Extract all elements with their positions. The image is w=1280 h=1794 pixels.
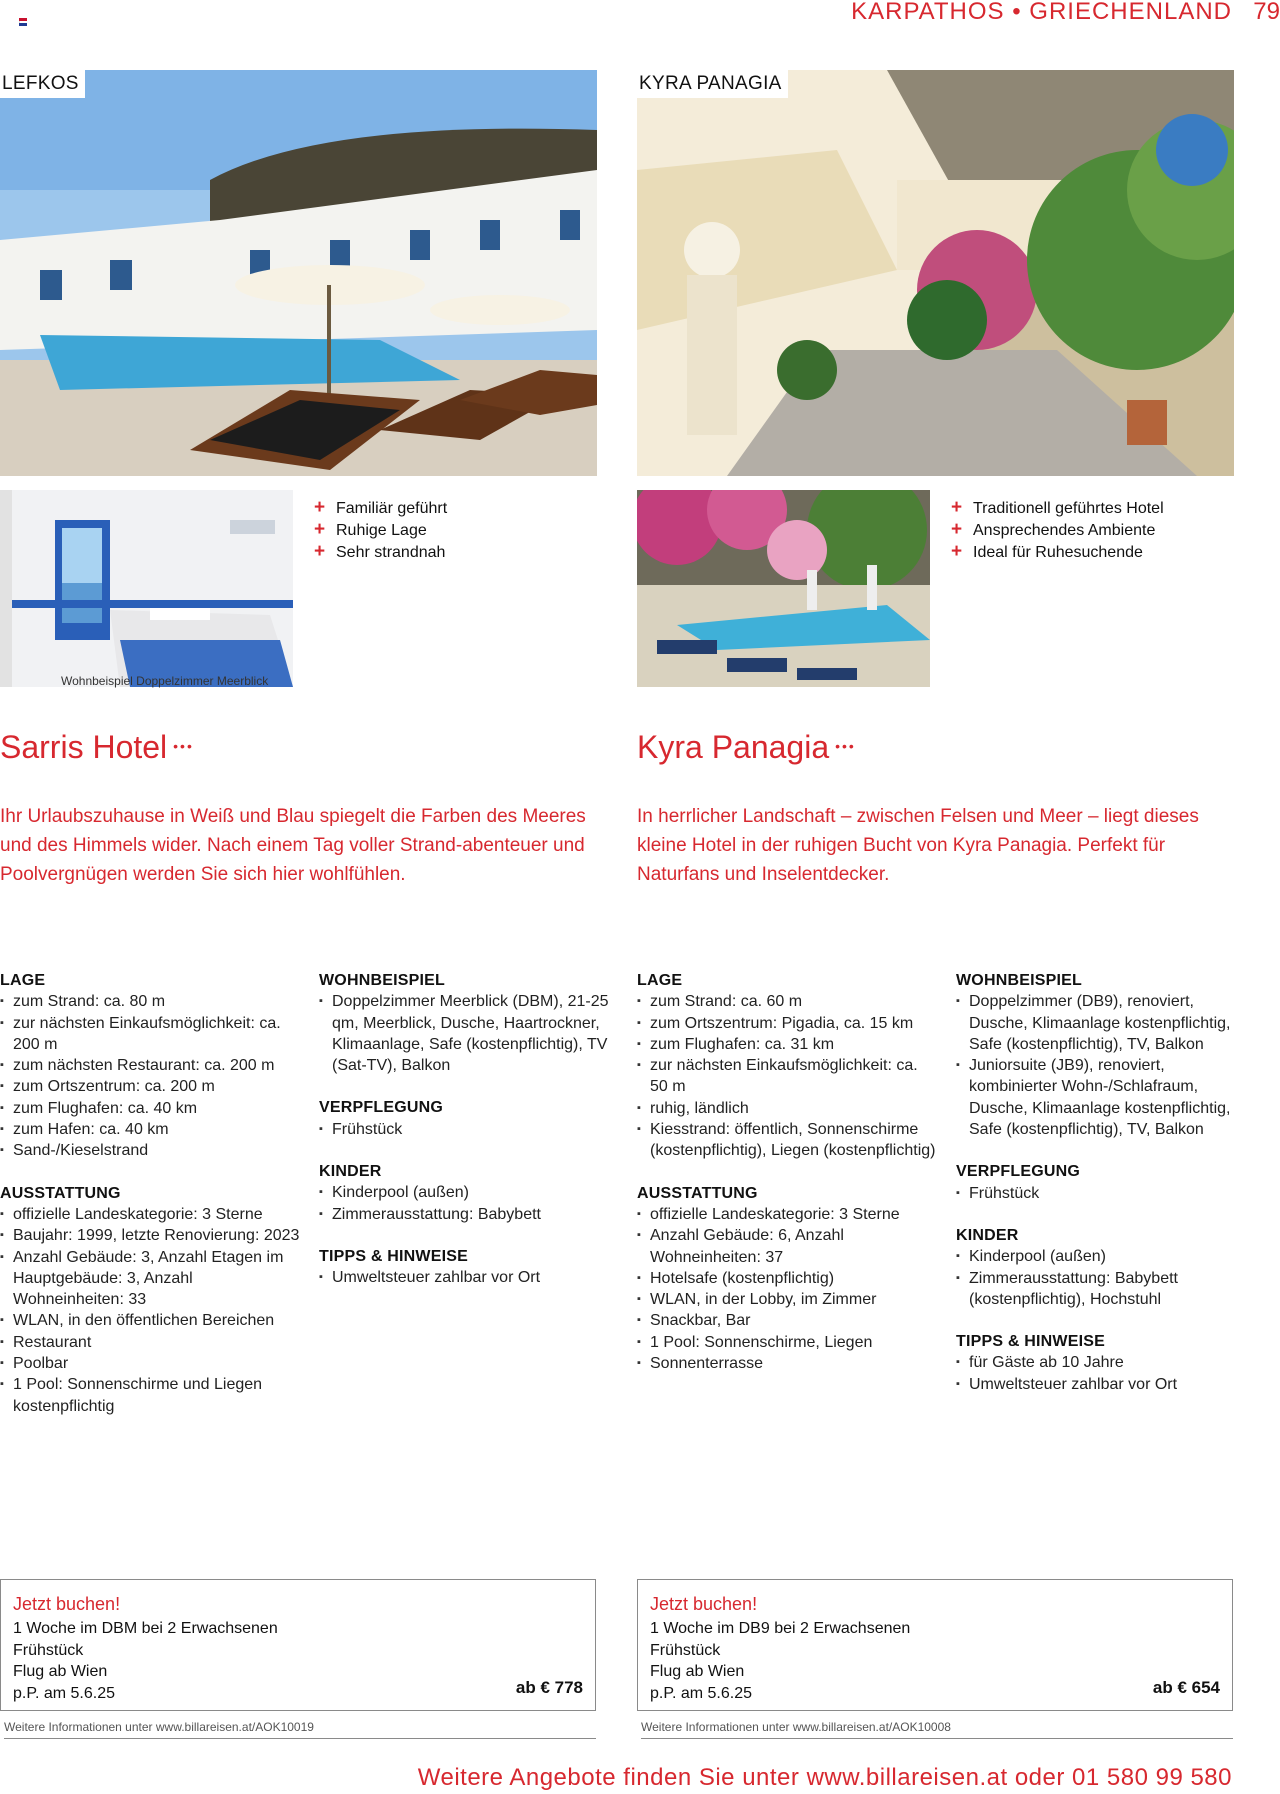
- list-item: ▪ ruhig, ländlich: [637, 1098, 937, 1119]
- list-item: ▪ Sand-/Kieselstrand: [0, 1140, 300, 1161]
- section-heading: WOHNBEISPIEL: [956, 972, 1082, 989]
- list-item: ▪ Anzahl Gebäude: 6, Anzahl Wohneinheiten: 37: [637, 1225, 937, 1268]
- booking-title: Jetzt buchen!: [13, 1594, 121, 1614]
- highlights-sarris: [314, 497, 447, 563]
- photo-label: LEFKOS: [0, 70, 85, 98]
- more-info-text: Weitere Informationen unter www.billareisen.at/: [4, 1720, 256, 1734]
- list-item: ▪ WLAN, in der Lobby, im Zimmer: [637, 1289, 937, 1310]
- plus-icon: +: [951, 497, 963, 518]
- list-item: ▪ zum Strand: ca. 80 m: [0, 991, 300, 1012]
- booking-box-sarris[interactable]: [0, 1579, 596, 1711]
- list-item: ▪ 1 Pool: Sonnenschirme und Liegen kostenpflichtig: [0, 1374, 300, 1417]
- details-col-sarris-1: [0, 970, 300, 1438]
- highlight-item: + Ansprechendes Ambiente: [951, 519, 1156, 540]
- highlight-item: + Familiär geführt: [314, 497, 448, 518]
- list-item: ▪ WLAN, in den öffentlichen Bereichen: [0, 1310, 300, 1331]
- section-heading: VERPFLEGUNG: [319, 1099, 443, 1117]
- hotel-photo-kyra-panagia: [637, 70, 1234, 476]
- section-heading: LAGE: [637, 972, 683, 989]
- list-item: ▪ Kinderpool (außen): [319, 1182, 619, 1203]
- list-item: ▪ Poolbar: [0, 1353, 300, 1374]
- list-item: ▪ Umweltsteuer zahlbar vor Ort: [319, 1267, 619, 1288]
- section-heading: KINDER: [319, 1163, 382, 1181]
- section-list: [319, 1119, 619, 1140]
- section-heading: AUSSTATTUNG: [637, 1184, 758, 1202]
- plus-icon: +: [951, 519, 963, 540]
- list-item: ▪ zum Hafen: ca. 40 km: [0, 1119, 300, 1140]
- list-item: ▪ Kiesstrand: öffentlich, Sonnenschirme (kostenpflichtig), Liegen (kostenpflichtig): [637, 1119, 937, 1162]
- room-photo-sarris: [0, 490, 293, 687]
- hotel-name-sarris: Sarris Hotel •••: [0, 729, 194, 765]
- section-list: [0, 991, 300, 1161]
- list-item: ▪ Kinderpool (außen): [956, 1246, 1256, 1267]
- list-item: ▪ zum Flughafen: ca. 31 km: [637, 1034, 937, 1055]
- page-number: 79: [1253, 0, 1280, 25]
- list-item: ▪ zur nächsten Einkaufsmöglichkeit: ca. 50 m: [637, 1055, 937, 1098]
- list-item: ▪ 1 Pool: Sonnenschirme, Liegen: [637, 1332, 937, 1353]
- section-list: [956, 1246, 1256, 1310]
- hotel-photo-lefkos: [0, 70, 597, 476]
- booking-line: p.P. am 5.6.25: [13, 1684, 115, 1702]
- list-item: ▪ offizielle Landeskategorie: 3 Sterne: [0, 1204, 300, 1225]
- highlights-kyra-panagia: [951, 497, 1164, 563]
- section-list: [637, 1204, 937, 1374]
- list-item: ▪ Hotelsafe (kostenpflichtig): [637, 1268, 937, 1289]
- list-item: ▪ Sonnenterrasse: [637, 1353, 937, 1374]
- plus-icon: +: [314, 497, 326, 518]
- room-photo-caption: Wohnbeispiel Doppelzimmer Meerblick: [61, 674, 269, 688]
- section-list: [956, 991, 1256, 1140]
- pool-photo-kyra-panagia: [637, 490, 930, 687]
- booking-line: Frühstück: [650, 1641, 721, 1659]
- booking-line: p.P. am 5.6.25: [650, 1684, 752, 1702]
- hotel-name-kyra-panagia: Kyra Panagia •••: [637, 729, 856, 765]
- list-item: ▪ Zimmerausstattung: Babybett (kostenpflichtig), Hochstuhl: [956, 1268, 1256, 1311]
- rating-dots: •••: [173, 737, 194, 754]
- list-item: ▪ offizielle Landeskategorie: 3 Sterne: [637, 1204, 937, 1225]
- highlight-item: + Traditionell geführtes Hotel: [951, 497, 1164, 518]
- section-heading: AUSSTATTUNG: [0, 1184, 121, 1202]
- list-item: ▪ Doppelzimmer (DB9), renoviert, Dusche, Klimaanlage kostenpflichtig, Safe (kostenpflichtig), TV, Balkon: [956, 991, 1256, 1055]
- list-item: ▪ für Gäste ab 10 Jahre: [956, 1352, 1256, 1373]
- section-heading: KINDER: [956, 1226, 1019, 1244]
- details-col-sarris-2: [319, 970, 619, 1310]
- booking-line: 1 Woche im DB9 bei 2 Erwachsenen: [650, 1620, 911, 1637]
- offer-code-link[interactable]: AOK10019: [255, 1720, 314, 1734]
- booking-price: ab € 778: [515, 1678, 583, 1697]
- list-item: ▪ zur nächsten Einkaufsmöglichkeit: ca. 200 m: [0, 1013, 300, 1056]
- plus-icon: +: [951, 541, 963, 562]
- plus-icon: +: [314, 541, 326, 562]
- hotel-intro-sarris: Ihr Urlaubszuhause in Weiß und Blau spiegelt die Farben des Meeres und des Himmels wider. Nach einem Tag voller Strand-abenteuer und Poolvergnügen werden Sie sich hier wohlfühlen.: [0, 806, 586, 885]
- list-item: ▪ Frühstück: [319, 1119, 619, 1140]
- list-item: ▪ Snackbar, Bar: [637, 1310, 937, 1331]
- list-item: ▪ Anzahl Gebäude: 3, Anzahl Etagen im Hauptgebäude: 3, Anzahl Wohneinheiten: 33: [0, 1247, 300, 1311]
- offer-code-link[interactable]: AOK10008: [892, 1720, 951, 1734]
- section-heading: TIPPS & HINWEISE: [319, 1247, 468, 1265]
- booking-line: Flug ab Wien: [650, 1663, 745, 1680]
- list-item: ▪ Zimmerausstattung: Babybett: [319, 1204, 619, 1225]
- list-item: ▪ zum Ortszentrum: ca. 200 m: [0, 1076, 300, 1097]
- more-info-sarris: [4, 1720, 596, 1739]
- booking-line: Frühstück: [13, 1641, 84, 1659]
- highlight-item: + Ruhige Lage: [314, 519, 427, 540]
- section-list: [0, 1204, 300, 1417]
- section-heading: LAGE: [0, 972, 46, 989]
- section-list: [319, 1267, 619, 1288]
- section-list: [956, 1352, 1256, 1395]
- list-item: ▪ Umweltsteuer zahlbar vor Ort: [956, 1374, 1256, 1395]
- footer-promo[interactable]: Weitere Angebote finden Sie unter www.billareisen.at oder 01 580 99 580: [417, 1764, 1232, 1791]
- details-col-kyra-2: [956, 970, 1256, 1416]
- section-heading: TIPPS & HINWEISE: [956, 1333, 1105, 1351]
- hotel-intro-kyra-panagia: In herrlicher Landschaft – zwischen Felsen und Meer – liegt dieses kleine Hotel in der ruhigen Bucht von Kyra Panagia. Perfekt für Naturfans und Inselentdecker.: [637, 806, 1199, 885]
- section-list: [637, 991, 937, 1161]
- list-item: ▪ zum Strand: ca. 60 m: [637, 991, 937, 1012]
- rating-dots: •••: [835, 737, 856, 754]
- details-col-kyra-1: [637, 970, 937, 1395]
- more-info-text: Weitere Informationen unter www.billareisen.at/: [641, 1720, 893, 1734]
- list-item: ▪ Frühstück: [956, 1183, 1256, 1204]
- highlight-item: + Ideal für Ruhesuchende: [951, 541, 1143, 562]
- section-list: [319, 1182, 619, 1225]
- list-item: ▪ Doppelzimmer Meerblick (DBM), 21-25 qm, Meerblick, Dusche, Haartrockner, Klimaanlage, Safe (kostenpflichtig), TV (Sat-TV), Balkon: [319, 991, 619, 1076]
- section-list: [956, 1183, 1256, 1204]
- section-heading: WOHNBEISPIEL: [319, 972, 445, 989]
- section-list: [319, 991, 619, 1076]
- list-item: ▪ Juniorsuite (JB9), renoviert, kombinierter Wohn-/Schlafraum, Dusche, Klimaanlage kostenpflichtig, Safe (kostenpflichtig), TV, Balkon: [956, 1055, 1256, 1140]
- photo-label: KYRA PANAGIA: [637, 70, 788, 98]
- plus-icon: +: [314, 519, 326, 540]
- booking-title: Jetzt buchen!: [650, 1594, 758, 1614]
- list-item: ▪ zum nächsten Restaurant: ca. 200 m: [0, 1055, 300, 1076]
- flag-icon: [19, 18, 27, 26]
- section-heading: VERPFLEGUNG: [956, 1163, 1080, 1181]
- more-info-kyra-panagia: [641, 1720, 1233, 1739]
- booking-box-kyra-panagia[interactable]: [637, 1579, 1233, 1711]
- booking-price: ab € 654: [1152, 1678, 1220, 1697]
- list-item: ▪ Restaurant: [0, 1332, 300, 1353]
- booking-line: 1 Woche im DBM bei 2 Erwachsenen: [13, 1620, 278, 1637]
- list-item: ▪ zum Ortszentrum: Pigadia, ca. 15 km: [637, 1013, 937, 1034]
- highlight-item: + Sehr strandnah: [314, 541, 446, 562]
- list-item: ▪ zum Flughafen: ca. 40 km: [0, 1098, 300, 1119]
- booking-line: Flug ab Wien: [13, 1663, 108, 1680]
- list-item: ▪ Baujahr: 1999, letzte Renovierung: 2023: [0, 1225, 300, 1246]
- page-header-title: KARPATHOS • GRIECHENLAND: [851, 0, 1232, 25]
